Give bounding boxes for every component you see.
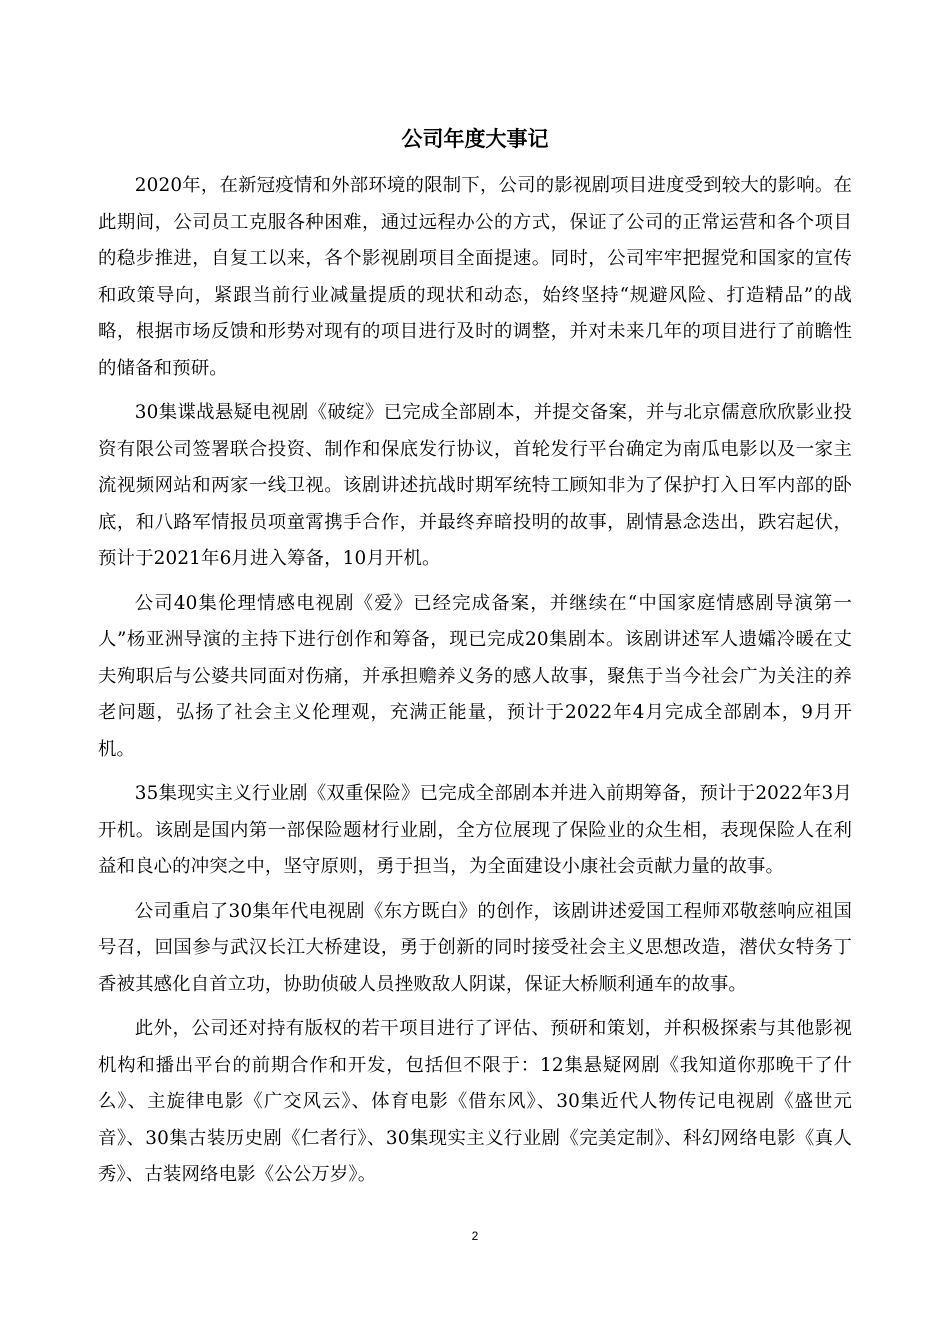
paragraph-5: 公司重启了30集年代电视剧《东方既白》的创作，该剧讲述爱国工程师邓敬慈响应祖国号召，回国参与武汉长江大桥建设，勇于创新的同时接受社会主义思想改造，潜伏女特务丁香被其感化自首立功，协助侦破人员挫败敌人阴谋，保证大桥顺利通车的故事。 xyxy=(98,900,852,995)
page-title: 公司年度大事记 xyxy=(401,127,549,151)
paragraph-6: 此外，公司还对持有版权的若干项目进行了评估、预研和策划，并积极探索与其他影视机构和播出平台的前期合作和开发，包括但不限于：12集悬疑网剧《我知道你那晚干了什么》、主旋律电影《广交风云》、体育电影《借东风》、30集近代人物传记电视剧《盛世元音》、30集古装历史剧《仁者行》、30集现实主义行业剧《完美定制》、科幻网络电影《真人秀》、古装网络电影《公公万岁》。 xyxy=(98,1018,852,1185)
paragraph-4: 35集现实主义行业剧《双重保险》已完成全部剧本并进入前期筹备，预计于2022年3月开机。该剧是国内第一部保险题材行业剧，全方位展现了保险业的众生相，表现保险人在利益和良心的冲突之中，坚守原则，勇于担当，为全面建设小康社会贡献力量的故事。 xyxy=(98,783,852,877)
paragraph-2: 30集谍战悬疑电视剧《破绽》已完成全部剧本，并提交备案，并与北京儒意欣欣影业投资有限公司签署联合投资、制作和保底发行协议，首轮发行平台确定为南瓜电影以及一家主流视频网站和两家一线卫视。该剧讲述抗战时期军统特工顾知非为了保护打入日军内部的卧底，和八路军情报员项童霄携手合作，并最终弃暗投明的故事，剧情悬念迭出，跌宕起伏，预计于2021年6月进入筹备，10月开机。 xyxy=(98,402,852,569)
paragraph-1: 2020年，在新冠疫情和外部环境的限制下，公司的影视剧项目进度受到较大的影响。在此期间，公司员工克服各种困难，通过远程办公的方式，保证了公司的正常运营和各个项目的稳步推进，自复工以来，各个影视剧项目全面提速。同时，公司牢牢把握党和国家的宣传和政策导向，紧跟当前行业减量提质的现状和动态，始终坚持“规避风险、打造精品”的战略，根据市场反馈和形势对现有的项目进行及时的调整，并对未来几年的项目进行了前瞻性的储备和预研。 xyxy=(98,175,852,379)
paragraph-3: 公司40集伦理情感电视剧《爱》已经完成备案，并继续在“中国家庭情感剧导演第一人”杨亚洲导演的主持下进行创作和筹备，现已完成20集剧本。该剧讲述军人遗孀冷暖在丈夫殉职后与公婆共同面对伤痛，并承担赡养义务的感人故事，聚焦于当今社会广为关注的养老问题，弘扬了社会主义伦理观，充满正能量，预计于2022年4月完成全部剧本，9月开机。 xyxy=(98,592,852,760)
page-number: 2 xyxy=(471,1229,479,1243)
body-text xyxy=(98,168,852,1202)
